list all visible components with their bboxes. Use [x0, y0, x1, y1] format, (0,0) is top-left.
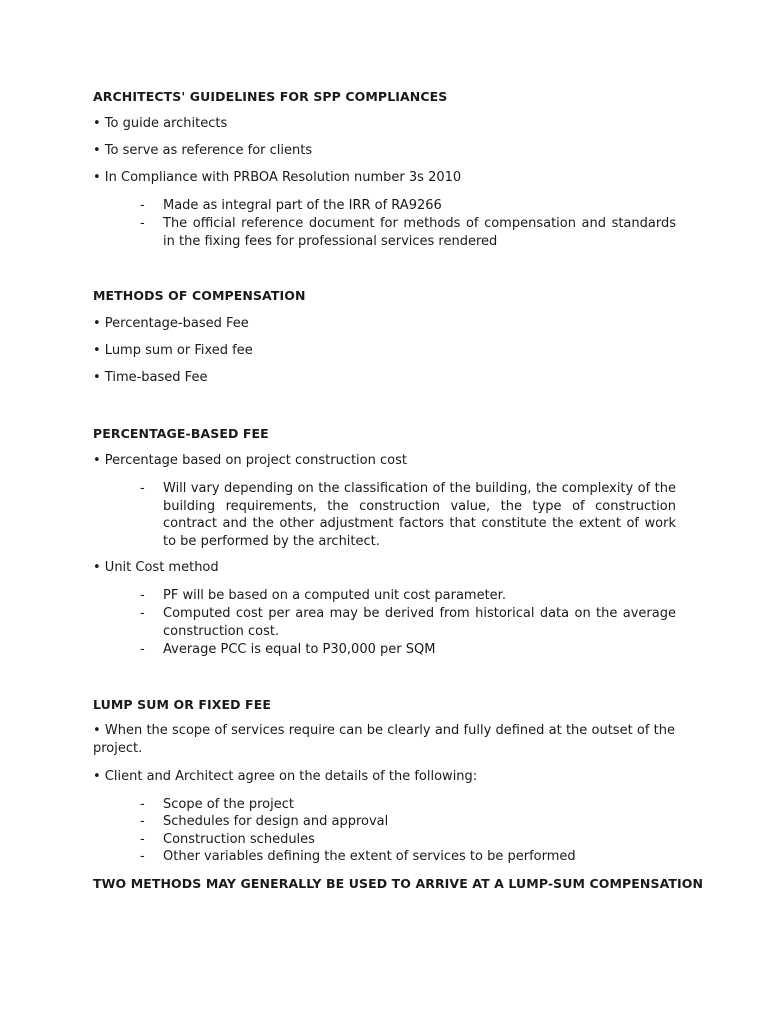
- dash-marker: -: [140, 481, 145, 496]
- dash-marker: -: [140, 849, 145, 864]
- sub-item-text: Schedules for design and approval: [163, 814, 389, 829]
- bullet-lump-sum: • Lump sum or Fixed fee: [93, 343, 253, 358]
- sub-item-official-reference: [140, 215, 676, 250]
- sub-item-text: PF will be based on a computed unit cost parameter.: [163, 588, 506, 603]
- sub-item-computed-cost: [140, 605, 676, 640]
- sub-item-other-variables: [140, 848, 676, 866]
- bullet-percentage-fee: • Percentage-based Fee: [93, 316, 249, 331]
- bullet-reference-clients: • To serve as reference for clients: [93, 143, 313, 158]
- dash-marker: -: [140, 198, 145, 213]
- dash-marker: -: [140, 588, 145, 603]
- bullet-time-based: • Time-based Fee: [93, 370, 208, 385]
- sub-item-text: Average PCC is equal to P30,000 per SQM: [163, 642, 436, 657]
- dash-marker: -: [140, 814, 145, 829]
- sub-item-pf-computed: [140, 587, 676, 605]
- bullet-project-construction-cost: • Percentage based on project construction cost: [93, 453, 407, 468]
- bullet-unit-cost-method: • Unit Cost method: [93, 560, 219, 575]
- sub-item-scope: [140, 796, 676, 814]
- sub-item-text: Made as integral part of the IRR of RA9266: [163, 198, 442, 213]
- sub-item-text: Other variables defining the extent of services to be performed: [163, 849, 576, 864]
- bullet-scope-defined: • When the scope of services require can be clearly and fully defined at the outset of the project.: [93, 723, 675, 756]
- dash-marker: -: [140, 216, 145, 231]
- sub-item-construction-schedules: [140, 831, 676, 849]
- dash-marker: -: [140, 832, 145, 847]
- sub-item-irr: [140, 197, 676, 215]
- dash-marker: -: [140, 797, 145, 812]
- sub-item-text: Scope of the project: [163, 797, 294, 812]
- sub-item-schedules-design: [140, 813, 676, 831]
- section-heading-spp-compliances: ARCHITECTS' GUIDELINES FOR SPP COMPLIANCES: [93, 89, 448, 104]
- section-heading-lump-sum: LUMP SUM OR FIXED FEE: [93, 697, 271, 712]
- bullet-prboa-resolution: • In Compliance with PRBOA Resolution number 3s 2010: [93, 170, 462, 185]
- sub-item-text: Will vary depending on the classification of the building, the complexity of the building requirements, the construction value, the type of construction contract and the other adjustment factors that constitute the extent of work to be performed by the architect.: [163, 481, 676, 549]
- sub-item-text: The official reference document for methods of compensation and standards in the fixing fees for professional services rendered: [163, 216, 676, 249]
- sub-item-will-vary: [140, 480, 676, 550]
- sub-item-text: Computed cost per area may be derived from historical data on the average construction cost.: [163, 606, 676, 639]
- sub-item-average-pcc: [140, 641, 676, 659]
- section-heading-methods: METHODS OF COMPENSATION: [93, 288, 306, 303]
- section-heading-two-methods: TWO METHODS MAY GENERALLY BE USED TO ARRIVE AT A LUMP-SUM COMPENSATION: [93, 876, 704, 891]
- sub-item-text: Construction schedules: [163, 832, 315, 847]
- dash-marker: -: [140, 642, 145, 657]
- dash-marker: -: [140, 606, 145, 621]
- section-heading-percentage-fee: PERCENTAGE-BASED FEE: [93, 426, 269, 441]
- bullet-client-architect-agree: • Client and Architect agree on the details of the following:: [93, 769, 478, 784]
- bullet-guide-architects: • To guide architects: [93, 116, 228, 131]
